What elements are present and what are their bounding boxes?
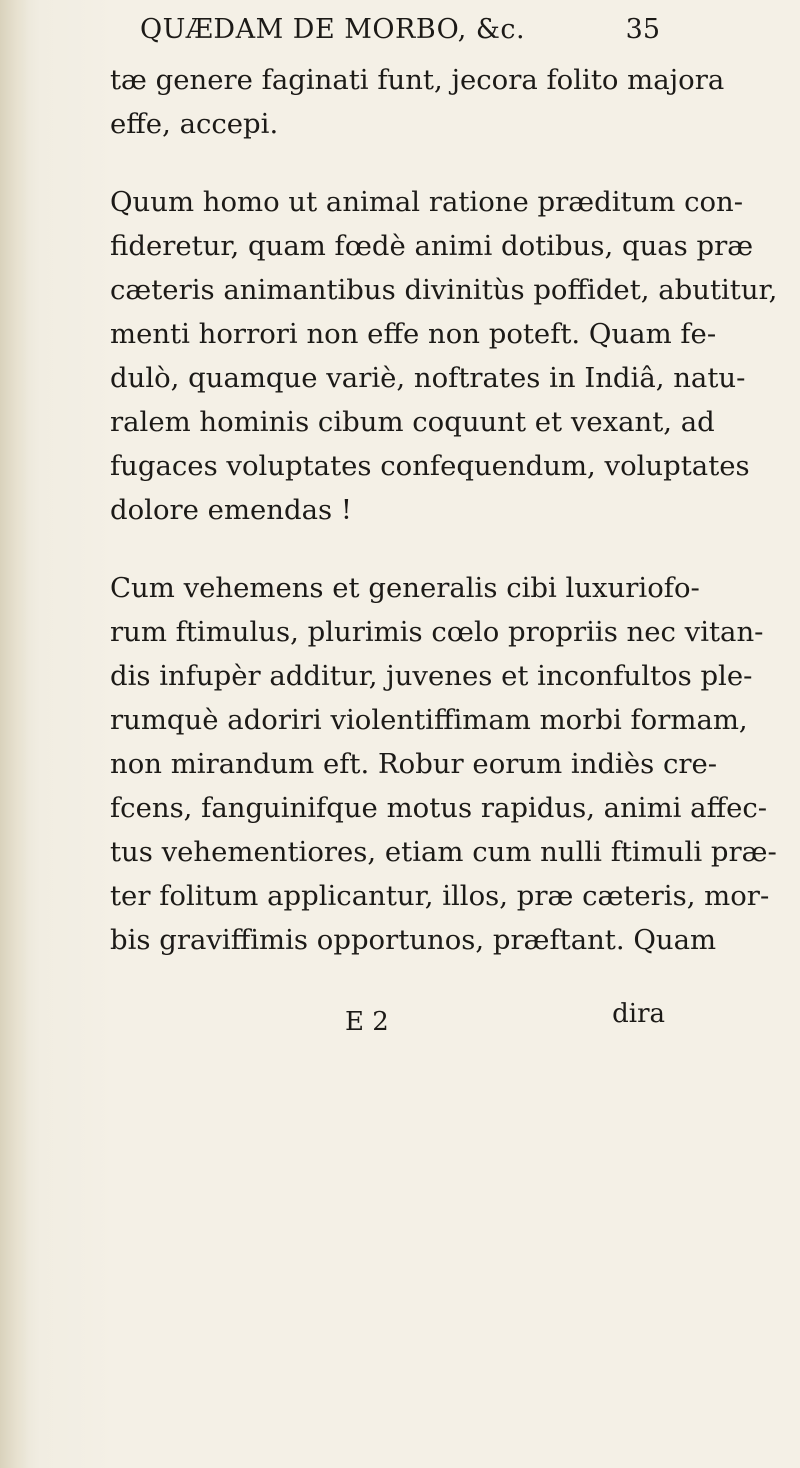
text-line: fcens, fanguinifque motus rapidus, animi affec-	[110, 792, 768, 824]
catchword: dira	[612, 999, 665, 1029]
running-head	[140, 14, 660, 54]
page-number: 35	[625, 14, 660, 45]
text-line: non mirandum eft. Robur eorum indiès cre-	[110, 748, 718, 780]
text-line: fideretur, quam fœdè animi dotibus, quas præ	[110, 230, 754, 262]
text-line: menti horrori non effe non poteft. Quam fe-	[110, 318, 717, 350]
text-line: dolore emendas !	[110, 494, 352, 526]
text-line: ter folitum applicantur, illos, præ cæteris, mor-	[110, 880, 770, 912]
text-line: tæ genere faginati funt, jecora folito majora	[110, 64, 725, 96]
page-footer	[110, 999, 665, 1047]
text-line: rum ftimulus, plurimis cœlo propriis nec vitan-	[110, 616, 764, 648]
text-line: rumquè adoriri violentiffimam morbi formam,	[110, 704, 748, 736]
running-head-title: QUÆDAM DE MORBO, &c.	[140, 14, 526, 45]
text-line: tus vehementiores, etiam cum nulli ftimuli præ-	[110, 836, 777, 868]
paragraph-1	[110, 58, 725, 146]
body-text	[110, 58, 778, 962]
text-line: cæteris animantibus divinitùs poffidet, abutitur,	[110, 274, 778, 306]
paragraph-3	[110, 566, 777, 962]
signature-mark: E 2	[345, 1007, 389, 1037]
text-line: bis graviffimis opportunos, præftant. Quam	[110, 924, 717, 956]
text-line: ralem hominis cibum coquunt et vexant, ad	[110, 406, 715, 438]
text-line: dis infupèr additur, juvenes et inconfultos ple-	[110, 660, 753, 692]
text-line: Quum homo ut animal ratione præditum con-	[110, 186, 744, 218]
text-line: fugaces voluptates confequendum, voluptates	[110, 450, 750, 482]
gutter-shadow	[0, 0, 28, 1468]
text-line: dulò, quamque variè, noftrates in Indiâ, natu-	[110, 362, 746, 394]
paragraph-2	[110, 180, 778, 532]
text-line: effe, accepi.	[110, 108, 279, 140]
text-line: Cum vehemens et generalis cibi luxuriofo-	[110, 572, 700, 604]
